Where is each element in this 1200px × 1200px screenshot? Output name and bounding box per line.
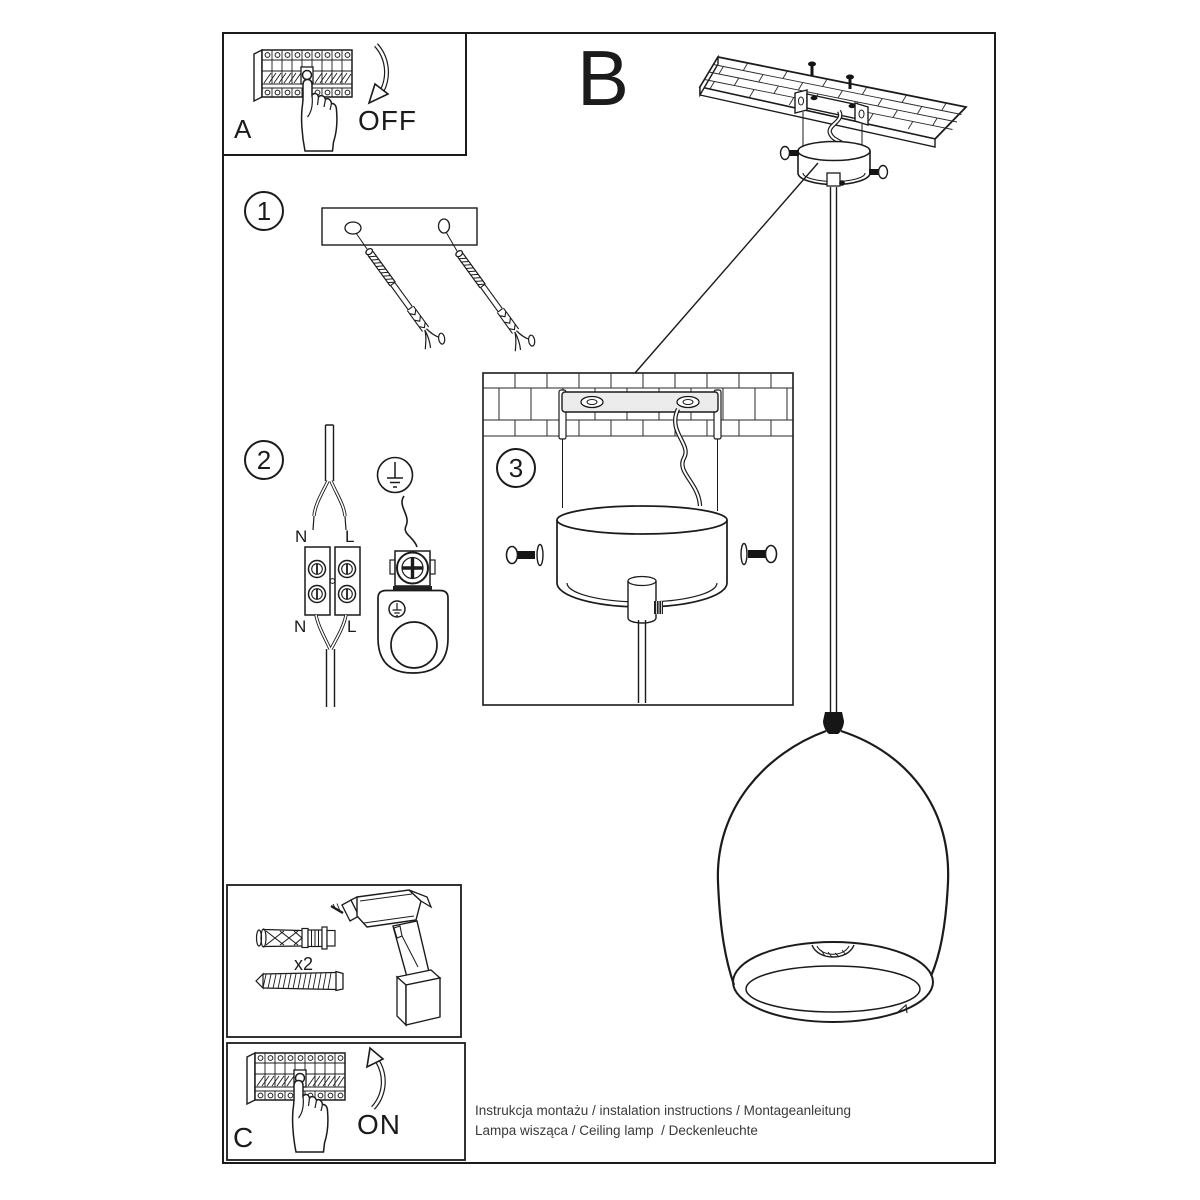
wire-label-l-top: L: [345, 527, 355, 546]
power-cable-split: [313, 425, 346, 530]
footer-text: [475, 1101, 851, 1140]
cord-grip: [823, 712, 844, 734]
figure-label-b: B: [577, 34, 630, 122]
ground-symbol-icon: [378, 458, 413, 493]
terminal-block: [305, 547, 360, 615]
on-label: ON: [357, 1109, 401, 1140]
ground-wire: [402, 496, 417, 547]
panel-label-a: A: [234, 114, 252, 144]
step-number-2: 2: [244, 440, 284, 480]
anchor-screw-icon: [358, 242, 450, 355]
ceiling-canopy-b: [781, 142, 888, 187]
wire-label-n-top: N: [295, 527, 308, 546]
panel-label-c: C: [233, 1122, 254, 1153]
tools-box: [227, 885, 461, 1037]
ground-clamp: [378, 551, 448, 673]
bulb-socket: [812, 945, 854, 957]
pendant-cord: [831, 187, 837, 712]
footer-line-1: Instrukcja montażu / instalation instructions / Montageanleitung: [475, 1103, 851, 1118]
step2-drawing: [305, 425, 448, 707]
power-on-box: [227, 1043, 465, 1160]
anchor-count-label: x2: [294, 954, 314, 974]
detail-pointer-line: [635, 163, 818, 373]
step1-drawing: [322, 208, 540, 357]
cable-out: [316, 615, 346, 707]
off-label: OFF: [358, 105, 417, 136]
anchor-screw-icon: [448, 244, 540, 357]
footer-line-2: Lampa wisząca / Ceiling lamp / Deckenleuchte: [475, 1122, 758, 1138]
wire-label-n-bottom: N: [294, 617, 307, 636]
power-off-box: [223, 33, 466, 155]
step-number-1: 1: [244, 191, 284, 231]
step3-box: [483, 373, 793, 705]
step-number-3: 3: [496, 448, 536, 488]
lamp-shade: [718, 712, 948, 1022]
wire-label-l-bottom: L: [347, 617, 357, 636]
